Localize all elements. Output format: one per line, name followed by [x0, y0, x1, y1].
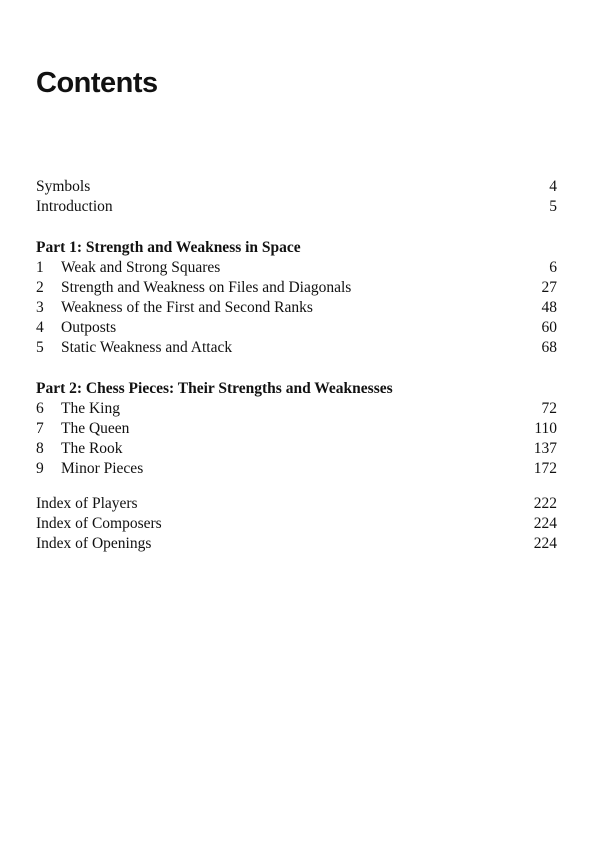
- chapter-title: Weakness of the First and Second Ranks: [61, 299, 313, 316]
- chapter-title: The Queen: [61, 420, 130, 437]
- chapter-page: 137: [533, 440, 557, 457]
- toc-entry-introduction[interactable]: [36, 197, 557, 217]
- entry-page: 222: [533, 495, 557, 512]
- chapter-number: 1: [36, 259, 44, 276]
- chapter-number: 3: [36, 299, 44, 316]
- part-1-section: [36, 238, 557, 358]
- chapter-number: 7: [36, 420, 44, 437]
- entry-page: 224: [533, 535, 557, 552]
- chapter-title: Static Weakness and Attack: [61, 339, 233, 356]
- entry-title: Index of Openings: [36, 535, 152, 552]
- toc-entry-index-of-openings[interactable]: [36, 534, 557, 554]
- part-2-section: [36, 379, 557, 479]
- chapter-page: 68: [541, 339, 557, 356]
- entry-page: 4: [549, 178, 557, 195]
- chapter-number: 6: [36, 400, 44, 417]
- chapter-title: The Rook: [61, 440, 123, 457]
- chapter-title: Outposts: [61, 319, 117, 336]
- chapter-title: Minor Pieces: [61, 460, 144, 477]
- toc-chapter-7[interactable]: [36, 419, 557, 439]
- part-heading: Part 2: Chess Pieces: Their Strengths and Weaknesses: [36, 380, 393, 397]
- toc-entry-symbols[interactable]: [36, 177, 557, 197]
- entry-page: 224: [533, 515, 557, 532]
- part-heading: Part 1: Strength and Weakness in Space: [36, 239, 301, 256]
- chapter-title: Strength and Weakness on Files and Diagonals: [61, 279, 352, 296]
- chapter-number: 5: [36, 339, 44, 356]
- chapter-number: 9: [36, 460, 44, 477]
- toc-chapter-8[interactable]: [36, 439, 557, 459]
- table-of-contents: [36, 177, 557, 554]
- toc-chapter-2[interactable]: [36, 278, 557, 298]
- chapter-number: 2: [36, 279, 44, 296]
- chapter-number: 4: [36, 319, 44, 336]
- toc-chapter-4[interactable]: [36, 318, 557, 338]
- chapter-page: 72: [541, 400, 557, 417]
- toc-chapter-1[interactable]: [36, 258, 557, 278]
- page-title: Contents: [36, 67, 158, 99]
- toc-chapter-9[interactable]: [36, 459, 557, 479]
- entry-title: Symbols: [36, 178, 91, 195]
- chapter-number: 8: [36, 440, 44, 457]
- front-matter: [36, 177, 557, 217]
- toc-chapter-3[interactable]: [36, 298, 557, 318]
- entry-page: 5: [549, 198, 557, 215]
- entry-title: Index of Composers: [36, 515, 162, 532]
- toc-chapter-5[interactable]: [36, 338, 557, 358]
- chapter-page: 27: [541, 279, 557, 296]
- entry-title: Introduction: [36, 198, 113, 215]
- toc-chapter-6[interactable]: [36, 399, 557, 419]
- entry-title: Index of Players: [36, 495, 138, 512]
- chapter-title: Weak and Strong Squares: [61, 259, 221, 276]
- chapter-page: 48: [541, 299, 557, 316]
- chapter-title: The King: [61, 400, 120, 417]
- toc-entry-index-of-players[interactable]: [36, 494, 557, 514]
- back-matter: [36, 494, 557, 554]
- chapter-page: 110: [534, 420, 557, 437]
- toc-entry-index-of-composers[interactable]: [36, 514, 557, 534]
- chapter-page: 60: [541, 319, 557, 336]
- chapter-page: 6: [549, 259, 557, 276]
- chapter-page: 172: [533, 460, 557, 477]
